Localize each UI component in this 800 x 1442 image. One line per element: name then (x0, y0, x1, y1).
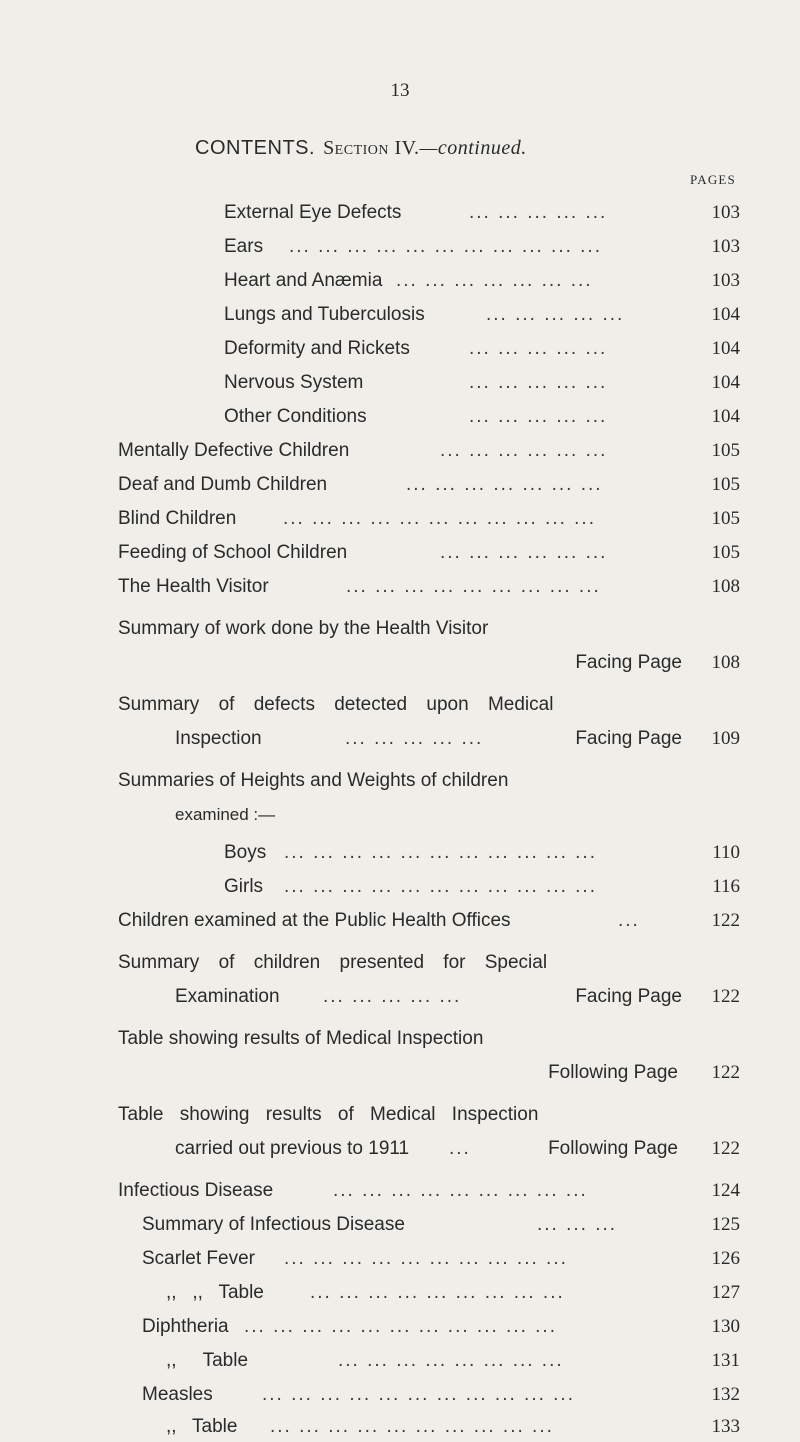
entry-page: 131 (711, 1350, 740, 1371)
entry-page: 127 (711, 1282, 740, 1303)
leader-dots: ... ... ... ... ... ... ... ... ... ... (284, 1248, 568, 1269)
toc-entry-feeding (118, 538, 740, 568)
leader-dots: ... ... ... ... ... ... ... ... ... ... ... (244, 1316, 557, 1337)
facing-page-label: Facing Page (575, 728, 682, 749)
page-number: 13 (390, 80, 410, 101)
toc-entry-summary-defects-line2 (175, 724, 740, 754)
entry-label: examined :— (175, 805, 276, 824)
leader-dots: ... ... ... ... ... (469, 372, 608, 393)
entry-label: Deformity and Rickets (224, 338, 410, 359)
toc-entry-table-previous-line2 (175, 1134, 740, 1164)
leader-dots: ... ... ... ... ... (469, 202, 608, 223)
toc-entry-summary-defects-line1 (118, 690, 740, 720)
entry-page: 124 (711, 1180, 740, 1201)
entry-label: Table showing results of Medical Inspection (118, 1104, 539, 1125)
leader-dots: ... ... ... ... ... ... ... ... (338, 1350, 564, 1371)
entry-label: Lungs and Tuberculosis (224, 304, 425, 325)
toc-entry-nervous-system (224, 368, 740, 398)
leader-dots: ... ... ... ... ... ... ... ... ... ... ... (284, 876, 597, 897)
entry-page: 104 (711, 406, 740, 427)
toc-entry-ears (224, 232, 740, 262)
toc-entry-summary-work-line1 (118, 614, 740, 644)
toc-entry-lungs-tuberculosis (224, 300, 740, 330)
entry-label: Other Conditions (224, 406, 367, 427)
entry-label: ,, Table (166, 1350, 249, 1371)
leader-dots: ... ... ... ... ... ... ... ... ... (310, 1282, 565, 1303)
entry-page: 103 (711, 236, 740, 257)
toc-entry-scarlet-table (142, 1278, 740, 1308)
entry-label: ,, Table (166, 1416, 238, 1437)
section-label: Section IV. (323, 137, 420, 159)
toc-entry-measles (142, 1380, 740, 1410)
entry-label: carried out previous to 1911 (175, 1138, 410, 1159)
following-page-label: Following Page (548, 1062, 678, 1083)
continued-label: —continued. (419, 137, 527, 159)
entry-page: 122 (711, 910, 740, 931)
leader-dots: ... ... ... ... ... ... ... ... ... (333, 1180, 588, 1201)
entry-label: Summary of defects detected upon Medical (118, 694, 554, 715)
entry-page: 122 (711, 1062, 740, 1083)
entry-page: 104 (711, 304, 740, 325)
entry-label: Blind Children (118, 508, 237, 529)
contents-title: CONTENTS. (195, 137, 316, 159)
entry-label: Summaries of Heights and Weights of children (118, 770, 509, 791)
toc-entry-mentally-defective (118, 436, 740, 466)
leader-dots: ... ... ... ... ... (486, 304, 625, 325)
entry-page: 125 (711, 1214, 740, 1235)
leader-dots: ... ... ... ... ... (345, 728, 484, 749)
entry-page: 122 (711, 986, 740, 1007)
entry-label: Diphtheria (142, 1316, 229, 1337)
toc-entry-deaf-dumb (118, 470, 740, 500)
toc-entry-summaries-heights-line1 (118, 766, 740, 796)
toc-entry-boys (224, 838, 740, 868)
entry-label: Examination (175, 986, 280, 1007)
leader-dots: ... ... ... ... ... ... ... (396, 270, 593, 291)
leader-dots: ... ... ... ... ... ... ... ... ... ... ... (262, 1384, 575, 1405)
entry-label: Mentally Defective Children (118, 440, 350, 461)
entry-page: 122 (711, 1138, 740, 1159)
toc-entry-diphtheria (142, 1312, 740, 1342)
entry-page: 104 (711, 372, 740, 393)
entry-label: Summary of Infectious Disease (142, 1214, 405, 1235)
entry-page: 105 (711, 508, 740, 529)
leader-dots: ... ... ... ... ... ... (440, 542, 608, 563)
entry-page: 105 (711, 474, 740, 495)
leader-dots: ... (618, 910, 640, 931)
leader-dots: ... (449, 1138, 471, 1159)
leader-dots: ... ... ... ... ... ... ... ... ... ... ... (283, 508, 596, 529)
leader-dots: ... ... ... ... ... ... ... ... ... ... (270, 1416, 554, 1437)
toc-entry-external-eye-defects (224, 198, 740, 228)
leader-dots: ... ... ... ... ... ... ... (406, 474, 603, 495)
entry-label: Inspection (175, 728, 262, 749)
toc-entry-special-exam-line1 (118, 948, 740, 978)
entry-label: Nervous System (224, 372, 364, 393)
entry-label: Scarlet Fever (142, 1248, 255, 1269)
leader-dots: ... ... ... ... ... ... ... ... ... ... ... (289, 236, 602, 257)
entry-page: 103 (711, 270, 740, 291)
entry-page: 104 (711, 338, 740, 359)
following-page-label: Following Page (548, 1138, 678, 1159)
toc-entry-summary-work-line2 (118, 648, 740, 678)
leader-dots: ... ... ... ... ... (469, 338, 608, 359)
entry-label: The Health Visitor (118, 576, 269, 597)
facing-page-label: Facing Page (575, 986, 682, 1007)
leader-dots: ... ... ... ... ... (323, 986, 462, 1007)
entry-page: 109 (711, 728, 740, 749)
entry-label: Measles (142, 1384, 213, 1405)
entry-page: 130 (711, 1316, 740, 1337)
toc-entry-table-results-line1 (118, 1024, 740, 1054)
entry-label: Boys (224, 842, 267, 863)
leader-dots: ... ... ... ... ... ... ... ... ... ... ... (284, 842, 597, 863)
entry-page: 108 (711, 652, 740, 673)
entry-label: Feeding of School Children (118, 542, 348, 563)
toc-entry-heart-anaemia (224, 266, 740, 296)
toc-entry-table-previous-line1 (118, 1100, 740, 1130)
entry-label: Summary of children presented for Special (118, 952, 548, 973)
toc-entry-girls (224, 872, 740, 902)
entry-page: 110 (712, 842, 740, 863)
toc-entry-summaries-heights-line2 (175, 800, 740, 830)
entry-page: 103 (711, 202, 740, 223)
toc-entry-blind-children (118, 504, 740, 534)
entry-page: 108 (711, 576, 740, 597)
entry-label: Infectious Disease (118, 1180, 274, 1201)
leader-dots: ... ... ... ... ... ... ... ... ... (346, 576, 601, 597)
entry-page: 116 (712, 876, 740, 897)
entry-label: Girls (224, 876, 264, 897)
facing-page-label: Facing Page (575, 652, 682, 673)
toc-entry-other-conditions (224, 402, 740, 432)
leader-dots: ... ... ... ... ... (469, 406, 608, 427)
leader-dots: ... ... ... ... ... ... (440, 440, 608, 461)
toc-entry-deformity-rickets (224, 334, 740, 364)
toc-entry-public-health-offices (118, 906, 740, 936)
toc-entry-table-results-line2 (118, 1058, 740, 1088)
entry-label: Summary of work done by the Health Visitor (118, 618, 489, 639)
entry-label: Deaf and Dumb Children (118, 474, 328, 495)
entry-page: 126 (711, 1248, 740, 1269)
toc-entry-special-exam-line2 (175, 982, 740, 1012)
entry-page: 105 (711, 542, 740, 563)
leader-dots: ... ... ... (537, 1214, 618, 1235)
toc-entry-summary-infectious (142, 1210, 740, 1240)
entry-page: 132 (711, 1384, 740, 1405)
entry-label: Ears (224, 236, 264, 257)
entry-label: External Eye Defects (224, 202, 402, 223)
toc-entry-measles-table (142, 1412, 740, 1442)
entry-label: Children examined at the Public Health Offices (118, 910, 511, 931)
toc-entry-diphtheria-table (142, 1346, 740, 1376)
entry-page: 133 (711, 1416, 740, 1437)
pages-column-header: PAGES (690, 172, 736, 187)
toc-entry-scarlet-fever (142, 1244, 740, 1274)
entry-label: Table showing results of Medical Inspection (118, 1028, 484, 1049)
entry-label: ,, ,, Table (166, 1282, 264, 1303)
toc-entry-infectious-disease (118, 1176, 740, 1206)
entry-label: Heart and Anæmia (224, 270, 383, 291)
entry-page: 105 (711, 440, 740, 461)
toc-entry-health-visitor (118, 572, 740, 602)
